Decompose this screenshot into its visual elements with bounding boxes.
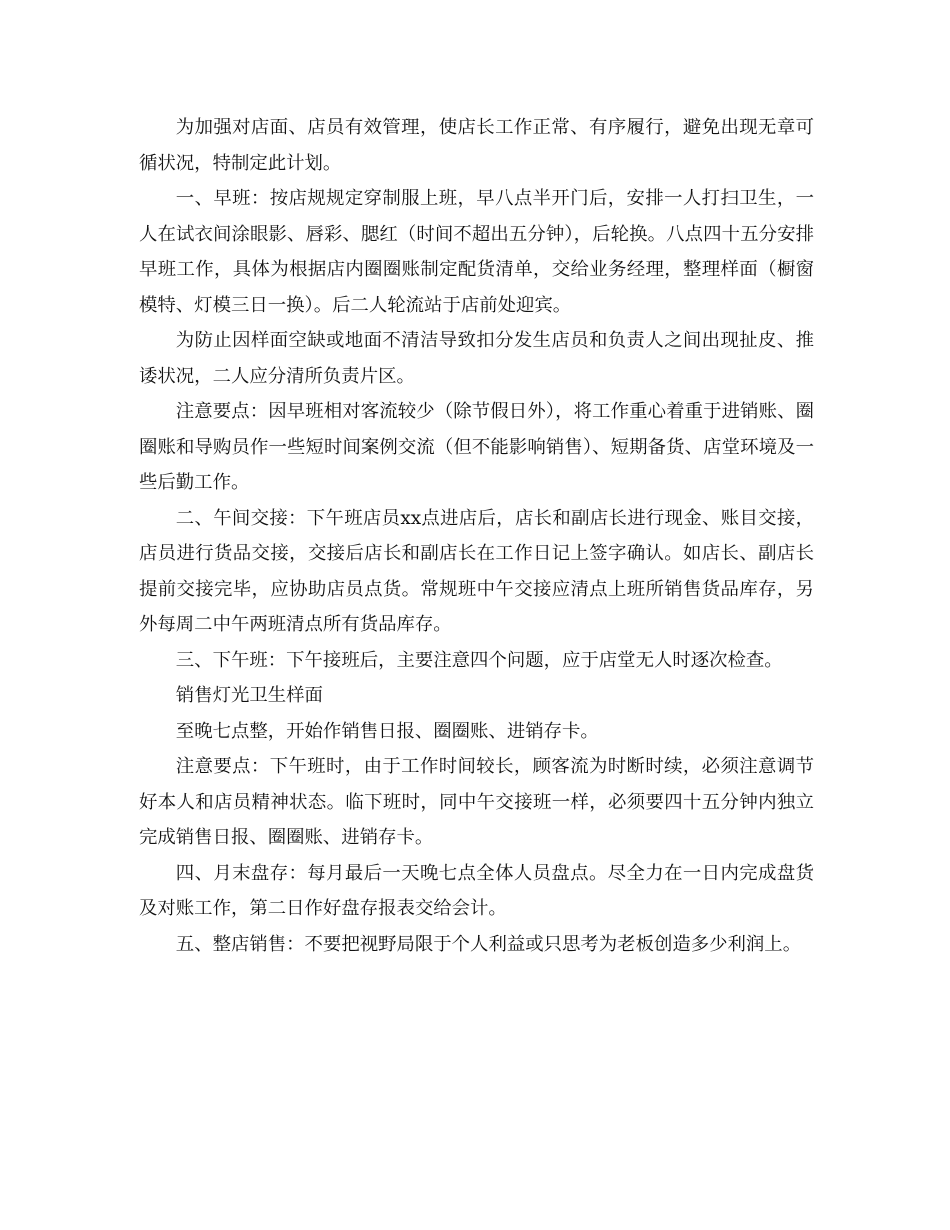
paragraph-four-checks: 销售灯光卫生样面 bbox=[175, 685, 323, 706]
paragraph-evening-reports: 至晚七点整，开始作销售日报、圈圈账、进销存卡。 bbox=[175, 720, 599, 742]
paragraph-month-end-inventory: 四、月末盘存：每月最后一天晚七点全体人员盘点。尽全力在一日内完成盘货及对账工作，第二日作好盘存报表交给会计。 bbox=[139, 862, 814, 919]
paragraph-morning-notes: 注意要点：因早班相对客流较少（除节假日外），将工作重心着重于进销账、圈圈账和导购员作一些短时间案例交流（但不能影响销售）、短期备货、店堂环境及一些后勤工作。 bbox=[139, 401, 814, 493]
paragraph-morning-shift: 一、早班：按店规规定穿制服上班，早八点半开门后，安排一人打扫卫生，一人在试衣间涂眼影、唇彩、腮红（时间不超出五分钟），后轮换。八点四十五分安排早班工作，具体为根据店内圈圈账制定配货清单，交给业务经理，整理样面（橱窗模特、灯模三日一换）。后二人轮流站于店前处迎宾。 bbox=[139, 188, 814, 316]
paragraph-intro: 为加强对店面、店员有效管理，使店长工作正常、有序履行，避免出现无章可循状况，特制定此计划。 bbox=[139, 117, 814, 174]
paragraph-afternoon-notes: 注意要点：下午班时，由于工作时间较长，顾客流为时断时续，必须注意调节好本人和店员精神状态。临下班时，同中午交接班一样，必须要四十五分钟内独立完成销售日报、圈圈账、进销存卡。 bbox=[139, 756, 814, 848]
paragraph-afternoon-shift: 三、下午班：下午接班后，主要注意四个问题，应于店堂无人时逐次检查。 bbox=[175, 649, 783, 671]
paragraph-area-division: 为防止因样面空缺或地面不清洁导致扣分发生店员和负责人之间出现扯皮、推诿状况，二人应分清所负责片区。 bbox=[139, 330, 814, 387]
document-body bbox=[139, 110, 814, 962]
paragraph-store-sales: 五、整店销售：不要把视野局限于个人利益或只思考为老板创造多少利润上。 bbox=[175, 933, 802, 955]
paragraph-noon-handover: 二、午间交接：下午班店员xx点进店后，店长和副店长进行现金、账目交接，店员进行货品交接，交接后店长和副店长在工作日记上签字确认。如店长、副店长提前交接完毕，应协助店员点货。常规班中午交接应清点上班所销售货品库存，另外每周二中午两班清点所有货品库存。 bbox=[139, 507, 814, 635]
